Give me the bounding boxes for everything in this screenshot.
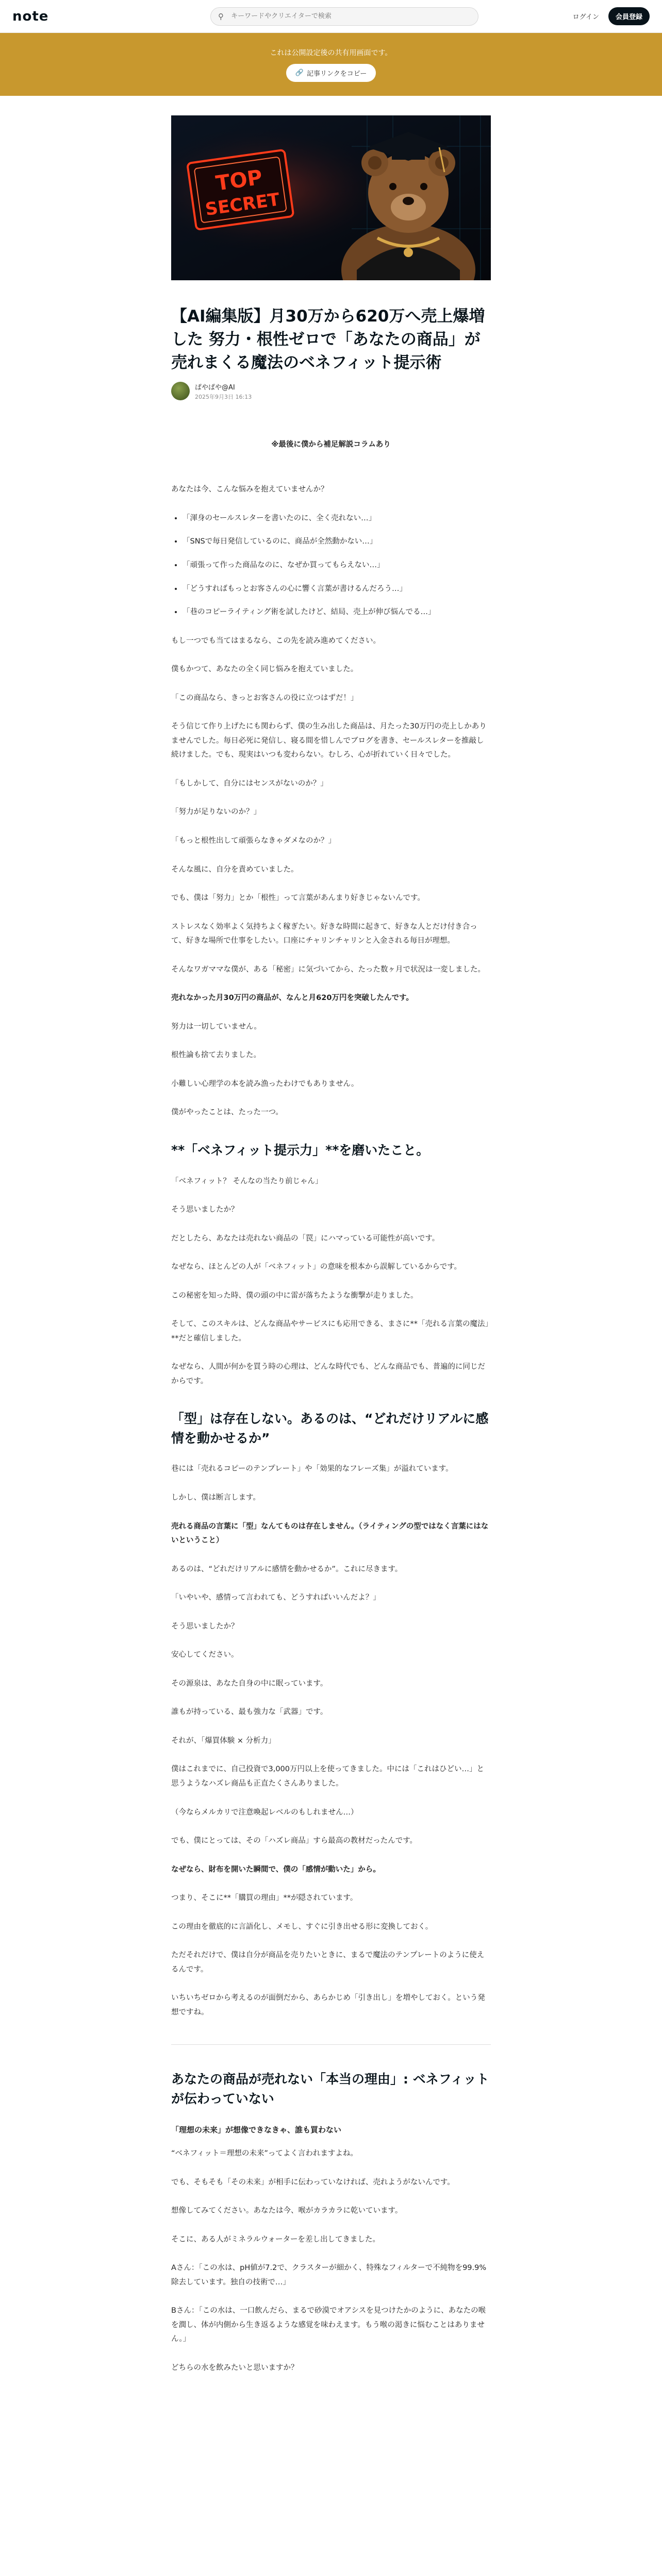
paragraph: いちいちゼロから考えるのが面倒だから、あらかじめ「引き出し」を増やしておく。という発想ですね。 — [171, 1994, 485, 2016]
list-item: • 「頑張って作った商品なのに、なぜか買ってもらえない…」 — [183, 558, 491, 573]
paragraph: ストレスなく効率よく気持ちよく稼ぎたい。好きな時間に起きて、好きな人とだけ付き合って、好きな場所で仕事をしたい。口座にチャリンチャリンと入金される毎日が理想。 — [171, 922, 477, 945]
list-item: • 「どうすればもっとお客さんの心に響く言葉が書けるんだろう…」 — [183, 582, 491, 597]
paragraph: 僕がやったことは、たった一つ。 — [171, 1108, 283, 1117]
share-banner — [0, 33, 662, 96]
hero-image — [171, 115, 491, 280]
paragraph: もし一つでも当てはまるなら、この先を読み進めてください。 — [171, 636, 380, 645]
paragraph: そう思いましたか？ — [171, 1622, 239, 1631]
paragraph: 僕もかつて、あなたの全く同じ悩みを抱えていました。 — [171, 665, 358, 674]
paragraph: “ベネフィット＝理想の未来”ってよく言われますよね。 — [171, 2149, 358, 2158]
article-body — [171, 438, 491, 2376]
lead-note: ※最後に僕から補足解説コラムあり — [271, 440, 391, 449]
copy-link-button[interactable] — [286, 64, 376, 82]
article-title: 【AI編集版】月30万から620万へ売上爆増した 努力・根性ゼロで「あなたの商品」が売れまくる魔法のベネフィット提示術 — [171, 307, 485, 372]
paragraph: ただそれだけで、僕は自分が商品を売りたいときに、まるで魔法のテンプレートのように使えるんです。 — [171, 1951, 485, 1974]
paragraph: Bさん：「この水は、一口飲んだら、まるで砂漠でオアシスを見つけたかのように、あなたの喉を潤し、体が内側から生き返るような感覚を味わえます。もう喉の渇きに悩むことはありません。」 — [171, 2307, 486, 2344]
paragraph: なぜなら、人間が何かを買う時の心理は、どんな時代でも、どんな商品でも、普遍的に同じだからです。 — [171, 1363, 485, 1385]
signup-button[interactable]: 会員登録 — [608, 7, 650, 25]
section-heading: 「型」は存在しない。あるのは、“どれだけリアルに感情を動かせるか” — [171, 1411, 489, 1446]
paragraph: 誰もが持っている、最も強力な「武器」です。 — [171, 1708, 328, 1717]
list-item: • 「巷のコピーライティング術を試したけど、結局、売上が伸び悩んでる…」 — [183, 605, 491, 620]
paragraph: どちらの水を飲みたいと思いますか？ — [171, 2363, 299, 2372]
paragraph: 努力は一切していません。 — [171, 1022, 261, 1031]
paragraph: そう思いましたか？ — [171, 1206, 239, 1214]
paragraph-bold: なぜなら、財布を開いた瞬間で、僕の「感情が動いた」から。 — [171, 1865, 380, 1874]
paragraph: そんなワガママな僕が、ある「秘密」に気づいてから、たった数ヶ月で状況は一変しました。 — [171, 965, 485, 974]
list-item: • 「SNSで毎日発信しているのに、商品が全然動かない…」 — [183, 535, 491, 549]
copy-link-label: 記事リンクをコピー — [306, 70, 367, 78]
paragraph: 根性論も捨て去りました。 — [171, 1051, 261, 1060]
paragraph: 「いやいや、感情って言われても、どうすればいいんだよ？」 — [171, 1594, 380, 1602]
paragraph: そう信じて作り上げたにも関わらず、僕の生み出した商品は、月たった30万円の売上しかありませんでした。毎日必死に発信し、寝る間を惜しんでブログを書き、セールスレターを推敲し続けました。でも、現実はいつも変わらない。むしろ、心が折れていく日々でした。 — [171, 722, 487, 759]
search-box[interactable] — [210, 7, 478, 26]
paragraph: なぜなら、ほとんどの人が「ベネフィット」の意味を根本から誤解しているからです。 — [171, 1263, 462, 1272]
paragraph: それが、「爆買体験 × 分析力」 — [171, 1736, 276, 1745]
note-logo[interactable]: note — [12, 8, 49, 24]
paragraph: 巷には「売れるコピーのテンプレート」や「効果的なフレーズ集」が溢れています。 — [171, 1465, 453, 1473]
paragraph: あなたは今、こんな悩みを抱えていませんか？ — [171, 485, 328, 494]
publish-date: 2025年9月3日 16:13 — [195, 393, 252, 400]
sub-heading: 「理想の未来」が想像できなきゃ、誰も買わない — [171, 2125, 342, 2135]
link-icon: 🔗 — [295, 69, 304, 77]
article — [171, 115, 491, 2375]
paragraph: 小難しい心理学の本を読み漁ったわけでもありません。 — [171, 1079, 359, 1088]
site-header — [0, 0, 662, 33]
paragraph-bold: 売れる商品の言葉に「型」なんてものは存在しません。（ライティングの型ではなく言葉にはないということ） — [171, 1522, 489, 1545]
sign-top-text: TOP — [214, 165, 264, 196]
paragraph-bold: 売れなかった月30万円の商品が、なんと月620万円を突破したんです。 — [171, 994, 413, 1003]
section-heading: あなたの商品が売れない「本当の理由」: ベネフィットが伝わっていない — [171, 2072, 489, 2106]
paragraph: そこに、ある人がミネラルウォーターを差し出してきました。 — [171, 2235, 380, 2244]
paragraph: Aさん：「この水は、pH値が7.2で、クラスターが細かく、特殊なフィルターで不純物を99.9%除去しています。独自の技術で…」 — [171, 2264, 487, 2286]
pain-point-list — [183, 512, 491, 620]
section-heading: **「ベネフィット提示力」**を磨いたこと。 — [171, 1143, 429, 1158]
paragraph: この秘密を知った時、僕の頭の中に雷が落ちたような衝撃が走りました。 — [171, 1291, 418, 1300]
search-icon: ⚲ — [218, 11, 224, 21]
paragraph: あるのは、“どれだけリアルに感情を動かせるか”。これに尽きます。 — [171, 1565, 403, 1573]
paragraph: 「努力が足りないのか？」 — [171, 808, 261, 817]
section-divider — [171, 2044, 491, 2045]
paragraph: 「この商品なら、きっとお客さんの役に立つはずだ！」 — [171, 693, 358, 702]
paragraph: この理由を徹底的に言語化し、メモし、すぐに引き出せる形に変換しておく。 — [171, 1922, 433, 1931]
author-block[interactable] — [171, 382, 491, 401]
paragraph: 僕はこれまでに、自己投資で3,000万円以上を使ってきました。中には「これはひどい…」と思うようなハズレ商品も正直たくさんありました。 — [171, 1765, 485, 1788]
list-item: • 「渾身のセールスレターを書いたのに、全く売れない…」 — [183, 512, 491, 526]
paragraph: その源泉は、あなた自身の中に眠っています。 — [171, 1679, 328, 1688]
paragraph: しかし、僕は断言します。 — [171, 1494, 260, 1502]
login-link[interactable]: ログイン — [572, 13, 599, 21]
paragraph: 「もしかして、自分にはセンスがないのか？」 — [171, 779, 328, 788]
paragraph: 想像してみてください。あなたは今、喉がカラカラに乾いています。 — [171, 2207, 403, 2215]
paragraph: つまり、そこに**「購買の理由」**が隠されています。 — [171, 1894, 358, 1903]
paragraph: 「ベネフィット？ そんなの当たり前じゃん」 — [171, 1177, 323, 1185]
sign-secret-text: SECRET — [204, 189, 282, 220]
paragraph: でも、僕にとっては、その「ハズレ商品」すら最高の教材だったんです。 — [171, 1837, 418, 1845]
paragraph: （今ならメルカリで注意喚起レベルのもしれません…） — [171, 1808, 358, 1817]
paragraph: 安心してください。 — [171, 1651, 239, 1659]
banner-text: これは公開設定後の共有用画面です。 — [270, 48, 392, 57]
paragraph: でも、そもそも「その未来」が相手に伝わっていなければ、売れようがないんです。 — [171, 2178, 455, 2187]
paragraph: でも、僕は「努力」とか「根性」って言葉があんまり好きじゃないんです。 — [171, 894, 425, 903]
author-avatar[interactable] — [171, 382, 190, 400]
search-input[interactable] — [231, 12, 471, 20]
paragraph: そして、このスキルは、どんな商品やサービスにも応用できる、まさに**「売れる言葉の魔法」**だと確信しました。 — [171, 1320, 489, 1343]
paragraph: そんな風に、自分を責めていました。 — [171, 865, 299, 874]
paragraph: 「もっと根性出して頑張らなきゃダメなのか？」 — [171, 837, 336, 845]
hero-illustration — [171, 115, 491, 280]
paragraph: だとしたら、あなたは売れない商品の「罠」にハマっている可能性が高いです。 — [171, 1234, 440, 1243]
author-name[interactable]: ぱやぱや@AI — [195, 383, 235, 392]
